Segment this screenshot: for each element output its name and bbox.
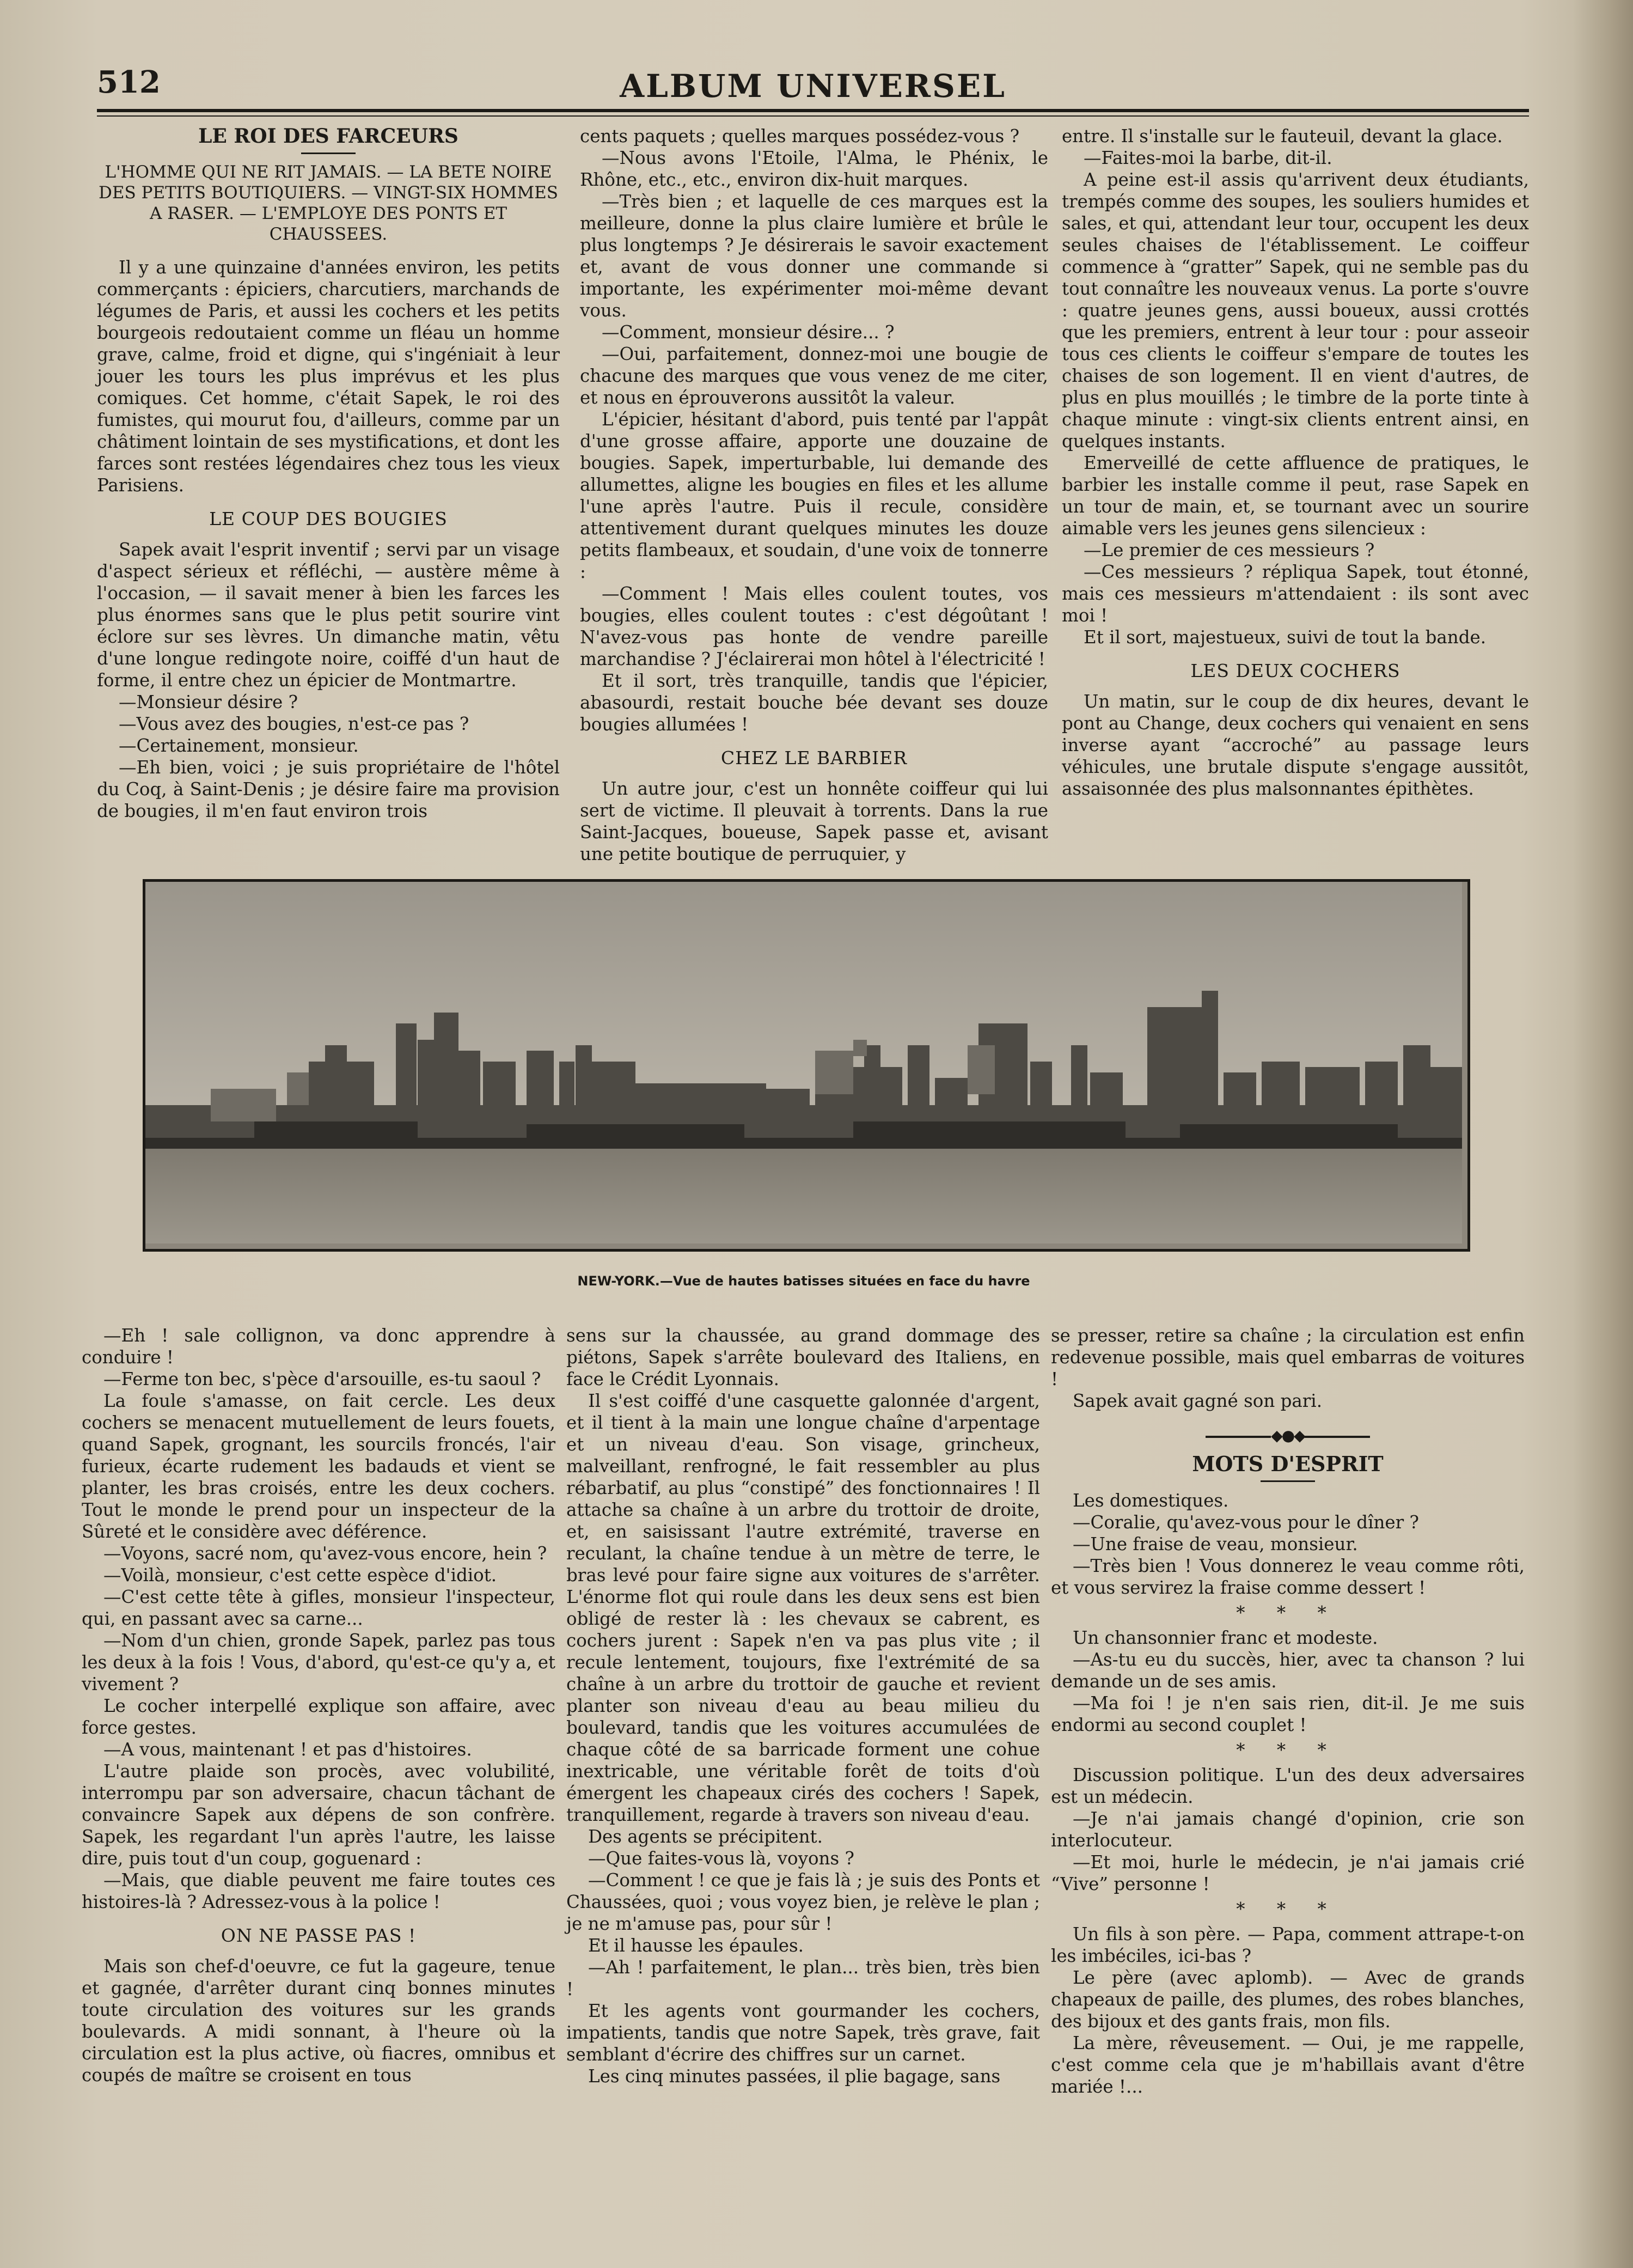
section-heading: LE COUP DES BOUGIES <box>209 508 448 529</box>
photo-caption: NEW-YORK.—Vue de hautes batisses situées en face du havre <box>577 1273 1030 1289</box>
paragraph: entre. Il s'installe sur le fauteuil, devant la glace. <box>1062 126 1503 147</box>
paragraph: —Comment, monsieur désire... ? <box>602 322 895 343</box>
paragraph: Un fils à son père. — Papa, comment attrape-t-on les imbéciles, ici-bas ? <box>1051 1924 1525 1966</box>
paragraph: —Ma foi ! je n'en sais rien, dit-il. Je me suis endormi au second couplet ! <box>1051 1693 1525 1735</box>
paragraph: Sapek avait gagné son pari. <box>1073 1391 1323 1411</box>
paragraph: Discussion politique. L'un des deux adversaires est un médecin. <box>1051 1765 1525 1807</box>
paragraph: L'épicier, hésitant d'abord, puis tenté par l'appât d'une grosse affaire, apporte une douzaine de bougies. Sapek, imperturbable, lui demande des allumettes, aligne les bougies en files et les allume l'une après l'autre. Puis il recule, considère attentivement durant quelques minutes les douze petits flambeaux, et soudain, d'une voix de tonnerre : <box>580 409 1048 582</box>
paragraph: —Que faites-vous là, voyons ? <box>588 1848 854 1869</box>
paragraph: —Nom d'un chien, gronde Sapek, parlez pas tous les deux à la fois ! Vous, d'abord, qu'est-ce qu'y a, et vivement ? <box>82 1630 555 1694</box>
paragraph: Le père (avec aplomb). — Avec de grands chapeaux de paille, des plumes, des robes blanches, des bijoux et des gants frais, mon fils. <box>1051 1967 1525 2032</box>
paragraph: —Très bien ; et laquelle de ces marques est la meilleure, donne la plus claire lumière et brûle le plus longtemps ? Je désirerais le savoir exactement et, avant de vous donner une commande si importante, les expérimenter moi-même devant vous. <box>580 191 1048 321</box>
section-heading: ON NE PASSE PAS ! <box>221 1925 417 1946</box>
paragraph: Un chansonnier franc et modeste. <box>1073 1627 1378 1648</box>
column-5 <box>566 1325 1040 2087</box>
paragraph: La foule s'amasse, on fait cercle. Les deux cochers se menacent mutuellement de leurs fouets, quand Sapek, grognant, les sourcils froncés, l'air furieux, écarte rudement les badauds et vient se planter, les bras croisés, entre les deux cochers. Tout le monde le prend pour un inspecteur de la Sûreté et le considère avec déférence. <box>82 1391 555 1542</box>
column-4 <box>82 1325 555 2086</box>
paragraph: —Ces messieurs ? répliqua Sapek, tout étonné, mais ces messieurs m'attendaient : ils sont avec moi ! <box>1062 562 1529 626</box>
paragraph: Et il hausse les épaules. <box>588 1935 804 1956</box>
paragraph: —A vous, maintenant ! et pas d'histoires. <box>103 1739 472 1760</box>
paragraph: —Ferme ton bec, s'pèce d'arsouille, es-tu saoul ? <box>103 1369 541 1389</box>
article-title: LE ROI DES FARCEURS <box>198 125 458 148</box>
page-edge-shadow <box>1573 0 1633 2268</box>
paragraph: Mais son chef-d'oeuvre, ce fut la gageure, tenue et gagnée, d'arrêter durant cinq bonnes minutes toute circulation des voitures sur les grands boulevards. A midi sonnant, à l'heure où la circulation est la plus active, où fiacres, omnibus et coupés de maître se croisent en tous <box>82 1956 555 2086</box>
paragraph: Un matin, sur le coup de dix heures, devant le pont au Change, deux cochers qui venaient en sens inverse ayant “accroché” au passage leurs véhicules, une brutale dispute s'engage aussitôt, assaisonnée des plus malsonnantes épithètes. <box>1062 691 1529 799</box>
publication-title: ALBUM UNIVERSEL <box>620 68 1006 105</box>
paragraph: se presser, retire sa chaîne ; la circulation est enfin redevenue possible, mais quel embarras de voitures ! <box>1051 1325 1525 1389</box>
paragraph: A peine est-il assis qu'arrivent deux étudiants, trempés comme des soupes, les souliers humides et sales, et qui, attendant leur tour, occupent les deux seules chaises de l'établissement. Le coiffeur commence à “gratter” Sapek, qui ne semble pas du tout connaître les nouveaux venus. La porte s'ouvre : quatre jeunes gens, aussi boueux, aussi crottés que les premiers, entrent à leur tour : pour asseoir tous ces clients le coiffeur s'empare de toutes les chaises de son logement. Il en vient d'autres, de plus en plus mouillés ; le timbre de la porte tinte à chaque minute : vingt-six clients entrent ainsi, en quelques instants. <box>1062 169 1529 452</box>
paragraph: —Voilà, monsieur, c'est cette espèce d'idiot. <box>103 1565 497 1586</box>
new-york-skyline-photo <box>143 879 1470 1252</box>
paragraph: —Très bien ! Vous donnerez le veau comme rôti, et vous servirez la fraise comme dessert ! <box>1051 1556 1525 1598</box>
paragraph: Sapek avait l'esprit inventif ; servi par un visage d'aspect sérieux et réfléchi, — austère même à l'occasion, — il savait mener à bien les farces les plus énormes sans que le plus petit sourire vint éclore sur ses lèvres. Un dimanche matin, vêtu d'une longue redingote noire, coiffé d'un haut de forme, il entre chez un épicier de Montmartre. <box>97 539 560 691</box>
paragraph: —Comment ! ce que je fais là ; je suis des Ponts et Chaussées, quoi ; vous voyez bien, je relève le plan ; je ne m'amuse pas, pour sûr ! <box>566 1870 1040 1934</box>
asterism: * * * <box>1236 1899 1340 1919</box>
section-heading: CHEZ LE BARBIER <box>720 747 908 769</box>
paragraph: —Oui, parfaitement, donnez-moi une bougie de chacune des marques que vous venez de me citer, et nous en éprouverons aussitôt la valeur. <box>580 344 1048 408</box>
paragraph: Les cinq minutes passées, il plie bagage, sans <box>588 2066 1001 2087</box>
column-3 <box>1062 125 1529 800</box>
paragraph: Emerveillé de cette affluence de pratiques, le barbier les installe comme il peut, rase Sapek en un tour de main, et, se tournant avec un sourire aimable vers les jeunes gens silencieux : <box>1062 453 1529 539</box>
header-rule-thin <box>97 115 1529 117</box>
paragraph: Et il sort, très tranquille, tandis que l'épicier, abasourdi, restait bouche bée devant ses douze bougies allumées ! <box>580 670 1048 735</box>
title-rule <box>301 153 356 154</box>
paragraph: —Eh bien, voici ; je suis propriétaire de l'hôtel du Coq, à Saint-Denis ; je désire faire ma provision de bougies, il m'en faut environ trois <box>97 757 560 821</box>
paragraph: Des agents se précipitent. <box>588 1826 823 1847</box>
paragraph: Le cocher interpellé explique son affaire, avec force gestes. <box>82 1696 555 1738</box>
asterism: * * * <box>1236 1740 1340 1760</box>
column-2 <box>580 125 1048 865</box>
paragraph: —Le premier de ces messieurs ? <box>1084 540 1375 560</box>
column-1 <box>97 125 560 822</box>
paragraph: Un autre jour, c'est un honnête coiffeur qui lui sert de victime. Il pleuvait à torrents. Dans la rue Saint-Jacques, boueuse, Sapek passe et, avisant une petite boutique de perruquier, y <box>580 778 1048 864</box>
column-6 <box>1051 1325 1525 2098</box>
paragraph: L'autre plaide son procès, avec volubilité, interrompu par son adversaire, chacun tâchant de convaincre Sapek aux dépens de son confrère. Sapek, les regardant l'un après l'autre, les laisse dire, puis tout d'un coup, goguenard : <box>82 1761 555 1869</box>
page-header <box>97 64 1529 108</box>
paragraph: —Ah ! parfaitement, le plan... très bien, très bien ! <box>566 1957 1040 1999</box>
paragraph: —Et moi, hurle le médecin, je n'ai jamais crié “Vive” personne ! <box>1051 1852 1525 1894</box>
paragraph: —Coralie, qu'avez-vous pour le dîner ? <box>1073 1512 1419 1533</box>
paragraph: Et les agents vont gourmander les cochers, impatients, tandis que notre Sapek, très grave, fait semblant d'écrire des chiffres sur un carnet. <box>566 2001 1040 2065</box>
skyline-illustration <box>145 882 1462 1243</box>
paragraph: Il y a une quinzaine d'années environ, les petits commerçants : épiciers, charcutiers, marchands de légumes de Paris, et aussi les cochers et les petits bourgeois redoutaient comme un fléau un homme grave, calme, froid et digne, qui s'ingéniait à leur jouer les tours les plus imprévus et les plus comiques. Cet homme, c'était Sapek, le roi des fumistes, qui mourut fou, d'ailleurs, comme par un châtiment lointain de ses mystifications, et dont les farces sont restées légendaires chez tous les vieux Parisiens. <box>97 257 560 496</box>
ornament-divider: ◆●◆ <box>1051 1425 1525 1447</box>
paragraph: —Comment ! Mais elles coulent toutes, vos bougies, elles coulent toutes : c'est dégoûtant ! N'avez-vous pas honte de vendre pareille marchandise ? J'éclairerai mon hôtel à l'électricité ! <box>580 583 1048 669</box>
heading-rule <box>1261 1480 1315 1482</box>
paragraph: cents paquets ; quelles marques possédez-vous ? <box>580 126 1020 147</box>
paragraph: Les domestiques. <box>1073 1490 1229 1511</box>
paragraph: —Certainement, monsieur. <box>119 735 359 756</box>
paragraph: —Une fraise de veau, monsieur. <box>1073 1534 1358 1554</box>
paragraph: —Faites-moi la barbe, dit-il. <box>1084 148 1332 168</box>
page-number: 512 <box>97 64 161 100</box>
paragraph: —Mais, que diable peuvent me faire toutes ces histoires-là ? Adressez-vous à la police ! <box>82 1870 555 1912</box>
paragraph: Et il sort, majestueux, suivi de tout la bande. <box>1084 627 1487 648</box>
paragraph: sens sur la chaussée, au grand dommage des piétons, Sapek s'arrête boulevard des Italiens, en face le Crédit Lyonnais. <box>566 1325 1040 1389</box>
paragraph: —Vous avez des bougies, n'est-ce pas ? <box>119 714 469 734</box>
paragraph: —Monsieur désire ? <box>119 692 298 712</box>
paragraph: —C'est cette tête à gifles, monsieur l'inspecteur, qui, en passant avec sa carne... <box>82 1587 555 1629</box>
paragraph: Il s'est coiffé d'une casquette galonnée d'argent, et il tient à la main une longue chaîne d'arpentage et un niveau d'eau. Son visage, grincheux, malveillant, renfrogné, le fait ressembler au plus rébarbatif, au plus “constipé” des fonctionnaires ! Il attache sa chaîne à un arbre du trottoir de droite, et, en saisissant l'autre extrémité, traverse en reculant, la chaîne tendue à un mètre de terre, le bras levé pour faire signe aux voitures de s'arrêter. L'énorme flot qui roule dans les deux sens est bien obligé de rester là : les chevaux se cabrent, es cochers jurent : Sapek n'en va pas plus vite ; il recule lentement, toujours, fixe l'extrémité de sa chaîne à un arbre du trottoir de gauche et revient planter son niveau d'eau au beau milieu du boulevard, tandis que les voitures accumulées de chaque côté de sa barricade forment une cohue inextricable, une véritable forêt de toits d'où émergent les chapeaux cirés des cochers ! Sapek, tranquillement, regarde à travers son niveau d'eau. <box>566 1391 1040 1825</box>
paragraph: —As-tu eu du succès, hier, avec ta chanson ? lui demande un de ses amis. <box>1051 1649 1525 1692</box>
asterism: * * * <box>1236 1602 1340 1623</box>
paragraph: —Je n'ai jamais changé d'opinion, crie son interlocuteur. <box>1051 1808 1525 1851</box>
section-heading: LES DEUX COCHERS <box>1190 660 1400 681</box>
paragraph: —Eh ! sale collignon, va donc apprendre à conduire ! <box>82 1325 555 1368</box>
paragraph: —Nous avons l'Etoile, l'Alma, le Phénix, le Rhône, etc., etc., environ dix-huit marques. <box>580 148 1048 190</box>
section-heading: MOTS D'ESPRIT <box>1192 1452 1384 1476</box>
paragraph: La mère, rêveusement. — Oui, je me rappelle, c'est comme cela que je m'habillais avant d'être mariée !... <box>1051 2033 1525 2097</box>
header-rule-thick <box>97 109 1529 112</box>
paragraph: —Voyons, sacré nom, qu'avez-vous encore, hein ? <box>103 1543 547 1564</box>
article-subtitle: L'HOMME QUI NE RIT JAMAIS. — LA BETE NOIRE DES PETITS BOUTIQUIERS. — VINGT-SIX HOMMES A RASER. — L'EMPLOYE DES PONTS ET CHAUSSEES. <box>99 162 558 244</box>
